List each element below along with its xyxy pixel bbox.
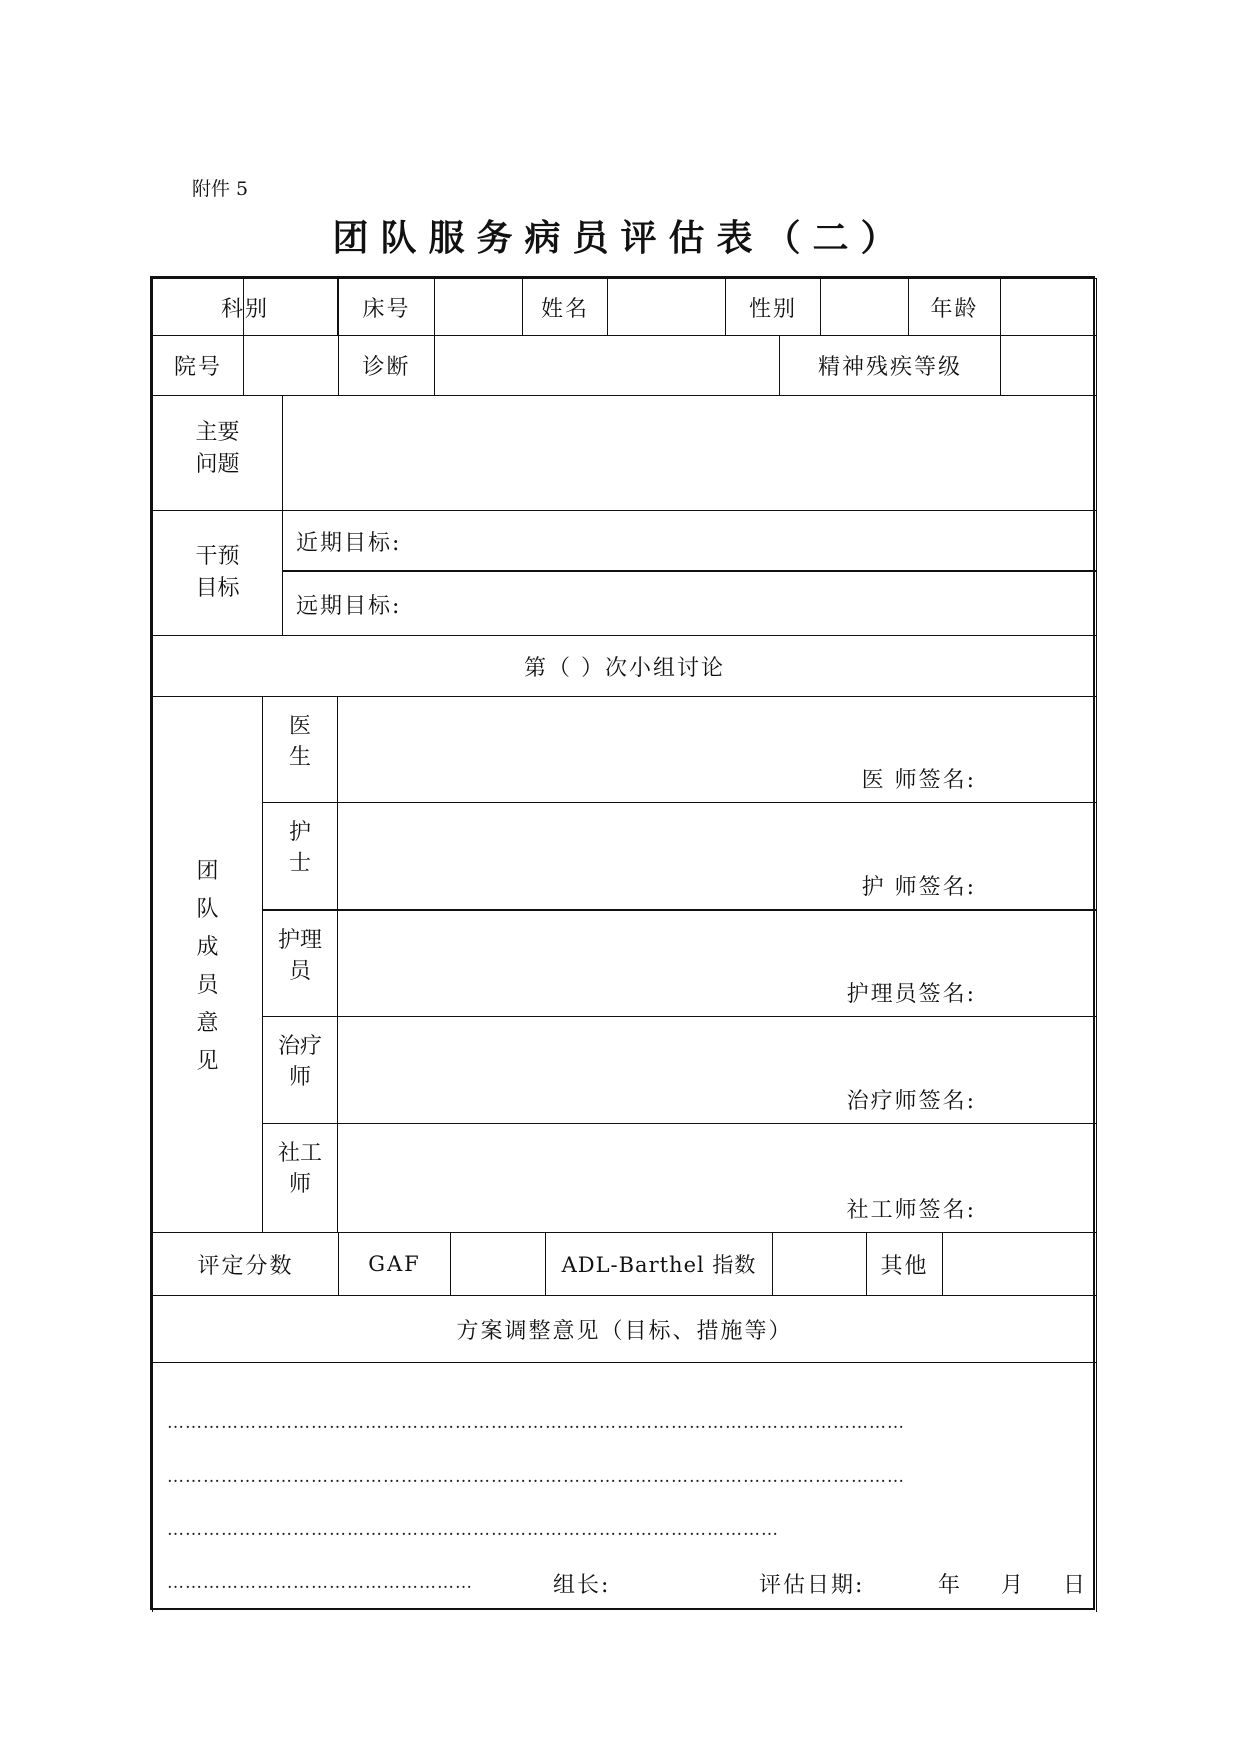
long-term-goal-label: 远期目标:: [296, 594, 402, 619]
dotted-line-2: ……………………………………………………………………………………………………………: [167, 1467, 905, 1487]
disability-level-label: 精神残疾等级: [779, 335, 1001, 396]
group-discussion-header: 第（ ）次小组讨论: [152, 635, 1097, 697]
member-opinion-field-therapist[interactable]: [337, 1016, 1097, 1124]
other-score-label: 其他: [866, 1232, 943, 1296]
member-label-line: 师: [288, 1172, 311, 1197]
member-label-line: 师: [288, 1065, 311, 1090]
plan-adjustment-field[interactable]: [152, 1362, 1097, 1612]
intervention-label-line1: 干预: [195, 544, 240, 569]
team-opinion-label-char: 意: [196, 1011, 219, 1036]
attachment-label: 附件 5: [192, 178, 249, 200]
score-label: 评定分数: [152, 1232, 339, 1296]
form-title: 团队服务病员评估表（二）: [332, 217, 909, 259]
team-opinion-label-char: 成: [196, 935, 219, 960]
main-problem-label-cell: [152, 395, 283, 511]
member-label-social-worker: [262, 1123, 338, 1233]
member-label-doctor: [262, 696, 338, 803]
assessment-date-label: 评估日期:: [759, 1573, 865, 1598]
member-opinion-field-doctor[interactable]: [337, 696, 1097, 803]
signature-label-therapist: 治疗师签名:: [846, 1089, 976, 1114]
signature-label-nurse: 护 师签名:: [861, 875, 976, 900]
group-leader-label: 组长:: [553, 1573, 611, 1598]
team-opinion-label-char: 团: [196, 859, 219, 884]
sex-value-field[interactable]: [820, 278, 909, 336]
date-month-label: 月: [1001, 1573, 1026, 1598]
diagnosis-label: 诊断: [338, 335, 435, 396]
member-label-line: 护: [288, 820, 311, 845]
team-opinion-label-char: 队: [196, 897, 219, 922]
member-label-line: 士: [288, 851, 311, 876]
member-label-nurse: [262, 802, 338, 910]
assessment-form: [150, 276, 1095, 1610]
hosp-no-label: 院号: [152, 335, 244, 396]
main-problem-label-line1: 主要: [195, 420, 240, 445]
adl-barthel-label: ADL-Barthel 指数: [545, 1232, 773, 1296]
name-value-field[interactable]: [607, 278, 726, 336]
dotted-line-4: ……………………………………………: [167, 1573, 473, 1593]
age-label: 年龄: [908, 278, 1001, 336]
long-term-goal-field[interactable]: [282, 571, 1097, 636]
intervention-label-line2: 目标: [195, 576, 240, 601]
gaf-label: GAF: [338, 1232, 451, 1296]
member-label-line: 社工: [277, 1141, 322, 1166]
member-label-therapist: [262, 1016, 338, 1124]
bed-value-field[interactable]: [434, 278, 523, 336]
sex-label: 性别: [725, 278, 821, 336]
plan-adjustment-header: 方案调整意见（目标、措施等）: [152, 1295, 1097, 1363]
dept-label: 科别: [152, 278, 338, 336]
other-score-field[interactable]: [942, 1232, 1097, 1296]
hosp-no-field[interactable]: [243, 335, 339, 396]
team-opinion-label-cell: [152, 696, 263, 1233]
member-label-line: 生: [288, 745, 311, 770]
disability-level-field[interactable]: [1000, 335, 1097, 396]
member-label-line: 医: [288, 714, 311, 739]
member-label-caregiver: [262, 909, 338, 1017]
diagnosis-field[interactable]: [434, 335, 780, 396]
age-value-field[interactable]: [1000, 278, 1097, 336]
signature-label-doctor: 医 师签名:: [861, 768, 976, 793]
member-opinion-field-nurse[interactable]: [337, 802, 1097, 910]
dotted-line-3: …………………………………………………………………………………………: [167, 1520, 779, 1540]
team-opinion-label-char: 见: [196, 1049, 219, 1074]
adl-barthel-value-field[interactable]: [772, 1232, 867, 1296]
member-label-line: 治疗: [277, 1034, 322, 1059]
member-opinion-field-social-worker[interactable]: [337, 1123, 1097, 1233]
gaf-value-field[interactable]: [450, 1232, 546, 1296]
bed-label: 床号: [338, 278, 435, 336]
member-label-line: 员: [288, 959, 311, 984]
signature-label-caregiver: 护理员签名:: [846, 982, 976, 1007]
dotted-line-1: ……………………………………………………………………………………………………………: [167, 1413, 905, 1433]
signature-label-social-worker: 社工师签名:: [846, 1198, 976, 1223]
intervention-label-cell: [152, 510, 283, 636]
date-year-label: 年: [938, 1573, 963, 1598]
member-label-line: 护理: [277, 928, 322, 953]
name-label: 姓名: [522, 278, 608, 336]
date-day-label: 日: [1063, 1573, 1088, 1598]
main-problem-field[interactable]: [282, 395, 1097, 511]
main-problem-label-line2: 问题: [195, 452, 240, 477]
member-opinion-field-caregiver[interactable]: [337, 909, 1097, 1017]
short-term-goal-field[interactable]: [282, 510, 1097, 572]
dept-value-field[interactable]: [243, 278, 339, 336]
short-term-goal-label: 近期目标:: [296, 531, 402, 556]
team-opinion-label-char: 员: [196, 973, 219, 998]
